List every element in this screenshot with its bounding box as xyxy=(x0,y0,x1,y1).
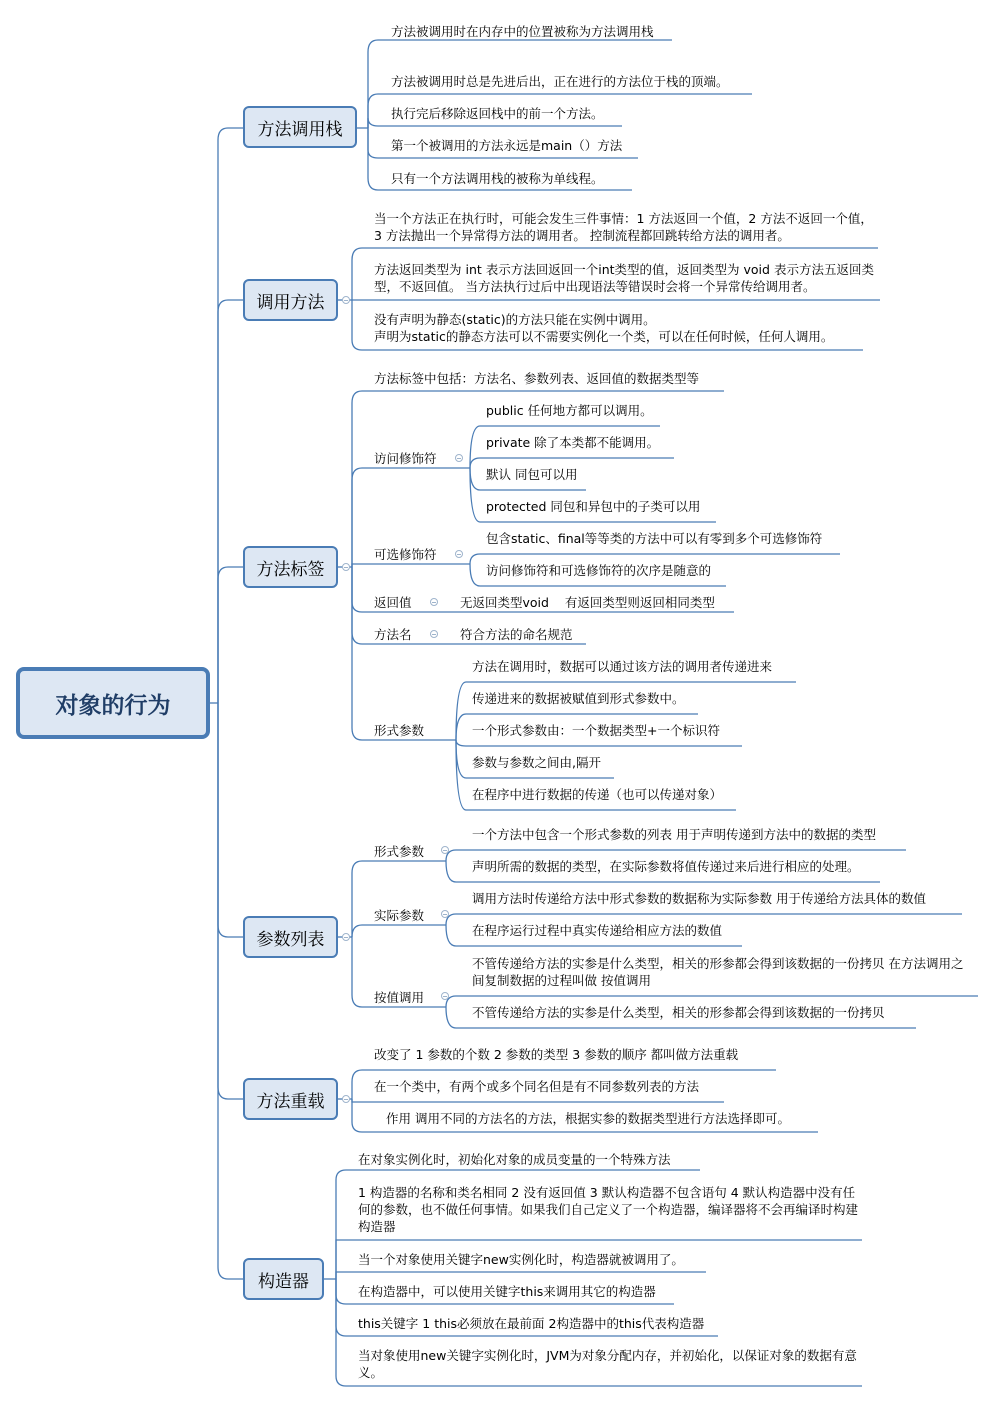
topic-text[interactable]: 访问修饰符和可选修饰符的次序是随意的 xyxy=(486,563,712,578)
collapse-icon[interactable] xyxy=(455,550,463,558)
topic-text[interactable]: 不管传递给方法的实参是什么类型，相关的形参都会得到该数据的一份拷贝 xyxy=(472,1005,885,1020)
topic-text[interactable]: 执行完后移除返回栈中的前一个方法。 xyxy=(391,106,604,121)
topic-text[interactable]: 第一个被调用的方法永远是main（）方法 xyxy=(391,138,623,153)
collapse-icon[interactable] xyxy=(441,992,449,1000)
collapse-icon[interactable] xyxy=(342,563,350,571)
collapse-icon[interactable] xyxy=(441,910,449,918)
topic-text[interactable]: 只有一个方法调用栈的被称为单线程。 xyxy=(391,171,604,186)
topic-text[interactable]: 在程序中进行数据的传递（也可以传递对象） xyxy=(472,787,723,802)
collapse-icon[interactable] xyxy=(441,846,449,854)
topic-text[interactable]: 一个形式参数由：一个数据类型+一个标识符 xyxy=(472,723,720,738)
subtopic-return-value[interactable]: 返回值 xyxy=(374,595,412,610)
topic-text[interactable]: 当一个对象使用关键字new实例化时，构造器就被调用了。 xyxy=(358,1252,684,1267)
topic-text[interactable]: 1 构造器的名称和类名相同 2 没有返回值 3 默认构造器不包含语句 4 默认构造器中没有任何的参数，也不做任何事情。如果我们自己定义了一个构造器，编译器将不会再编译时构建构造器 xyxy=(358,1185,859,1234)
topic-text[interactable]: 方法返回类型为 int 表示方法回返回一个int类型的值，返回类型为 void 表示方法五返回类型，不返回值。 当方法执行过后中出现语法等错误时会将一个异常传给调用者。 xyxy=(374,262,874,294)
node-parameter-list[interactable]: 参数列表 xyxy=(243,916,338,958)
subtopic-formal-parameter[interactable]: 形式参数 xyxy=(374,844,425,859)
topic-text[interactable]: 在一个类中，有两个或多个同名但是有不同参数列表的方法 xyxy=(374,1079,700,1094)
subtopic-call-by-value[interactable]: 按值调用 xyxy=(374,990,425,1005)
topic-text[interactable]: private 除了本类都不能调用。 xyxy=(486,435,660,450)
topic-text[interactable]: 在程序运行过程中真实传递给相应方法的数值 xyxy=(472,923,723,938)
collapse-icon[interactable] xyxy=(430,598,438,606)
topic-text[interactable]: 没有声明为静态(static)的方法只能在实例中调用。 声明为static的静态方法可以不需要实例化一个类，可以在任何时候，任何人调用。 xyxy=(374,312,834,344)
topic-text[interactable]: 参数与参数之间由,隔开 xyxy=(472,755,601,770)
node-method-call-stack[interactable]: 方法调用栈 xyxy=(243,106,357,148)
topic-text[interactable]: 默认 同包可以用 xyxy=(486,467,578,482)
topic-text[interactable]: 方法在调用时，数据可以通过该方法的调用者传递进来 xyxy=(472,659,773,674)
topic-text[interactable]: 传递进来的数据被赋值到形式参数中。 xyxy=(472,691,685,706)
topic-text[interactable]: 改变了 1 参数的个数 2 参数的类型 3 参数的顺序 都叫做方法重载 xyxy=(374,1047,739,1062)
collapse-icon[interactable] xyxy=(342,1095,350,1103)
topic-text[interactable]: 调用方法时传递给方法中形式参数的数据称为实际参数 用于传递给方法具体的数值 xyxy=(472,891,926,906)
topic-text[interactable]: 在对象实例化时，初始化对象的成员变量的一个特殊方法 xyxy=(358,1152,671,1167)
node-method-overload[interactable]: 方法重载 xyxy=(243,1078,338,1120)
topic-text[interactable]: 一个方法中包含一个形式参数的列表 用于声明传递到方法中的数据的类型 xyxy=(472,827,876,842)
subtopic-access-modifier[interactable]: 访问修饰符 xyxy=(374,451,437,466)
node-method-signature[interactable]: 方法标签 xyxy=(243,546,338,588)
topic-text[interactable]: 当一个方法正在执行时，可能会发生三件事情：1 方法返回一个值，2 方法不返回一个值，3 方法抛出一个异常得方法的调用者。 控制流程都回跳转给方法的调用者。 xyxy=(374,211,873,243)
topic-text[interactable]: 无返回类型void 有返回类型则返回相同类型 xyxy=(460,595,715,610)
topic-text[interactable]: this关键字 1 this必须放在最前面 2构造器中的this代表构造器 xyxy=(358,1316,705,1331)
topic-text[interactable]: 作用 调用不同的方法名的方法，根据实参的数据类型进行方法选择即可。 xyxy=(386,1111,790,1126)
topic-text[interactable]: 声明所需的数据的类型，在实际参数将值传递过来后进行相应的处理。 xyxy=(472,859,860,874)
subtopic-formal-parameter[interactable]: 形式参数 xyxy=(374,723,425,738)
collapse-icon[interactable] xyxy=(342,296,350,304)
collapse-icon[interactable] xyxy=(430,630,438,638)
root-node[interactable]: 对象的行为 xyxy=(16,667,210,739)
topic-text[interactable]: 方法被调用时总是先进后出，正在进行的方法位于栈的顶端。 xyxy=(391,74,729,89)
topic-text[interactable]: 不管传递给方法的实参是什么类型，相关的形参都会得到该数据的一份拷贝 在方法调用之间复制数据的过程叫做 按值调用 xyxy=(472,956,964,988)
collapse-icon[interactable] xyxy=(455,454,463,462)
node-constructor[interactable]: 构造器 xyxy=(243,1258,324,1300)
topic-text[interactable]: public 任何地方都可以调用。 xyxy=(486,403,653,418)
subtopic-optional-modifier[interactable]: 可选修饰符 xyxy=(374,547,437,562)
subtopic-method-name[interactable]: 方法名 xyxy=(374,627,412,642)
collapse-icon[interactable] xyxy=(342,933,350,941)
topic-text[interactable]: 方法标签中包括：方法名、参数列表、返回值的数据类型等 xyxy=(374,371,700,386)
topic-text[interactable]: 方法被调用时在内存中的位置被称为方法调用栈 xyxy=(391,24,654,39)
topic-text[interactable]: protected 同包和异包中的子类可以用 xyxy=(486,499,701,514)
topic-text[interactable]: 包含static、final等等类的方法中可以有零到多个可选修饰符 xyxy=(486,531,823,546)
topic-text[interactable]: 当对象使用new关键字实例化时，JVM为对象分配内存，并初始化，以保证对象的数据有意义。 xyxy=(358,1348,857,1380)
node-invoke-method[interactable]: 调用方法 xyxy=(243,279,338,321)
topic-text[interactable]: 符合方法的命名规范 xyxy=(460,627,573,642)
topic-text[interactable]: 在构造器中，可以使用关键字this来调用其它的构造器 xyxy=(358,1284,656,1299)
subtopic-actual-parameter[interactable]: 实际参数 xyxy=(374,908,425,923)
